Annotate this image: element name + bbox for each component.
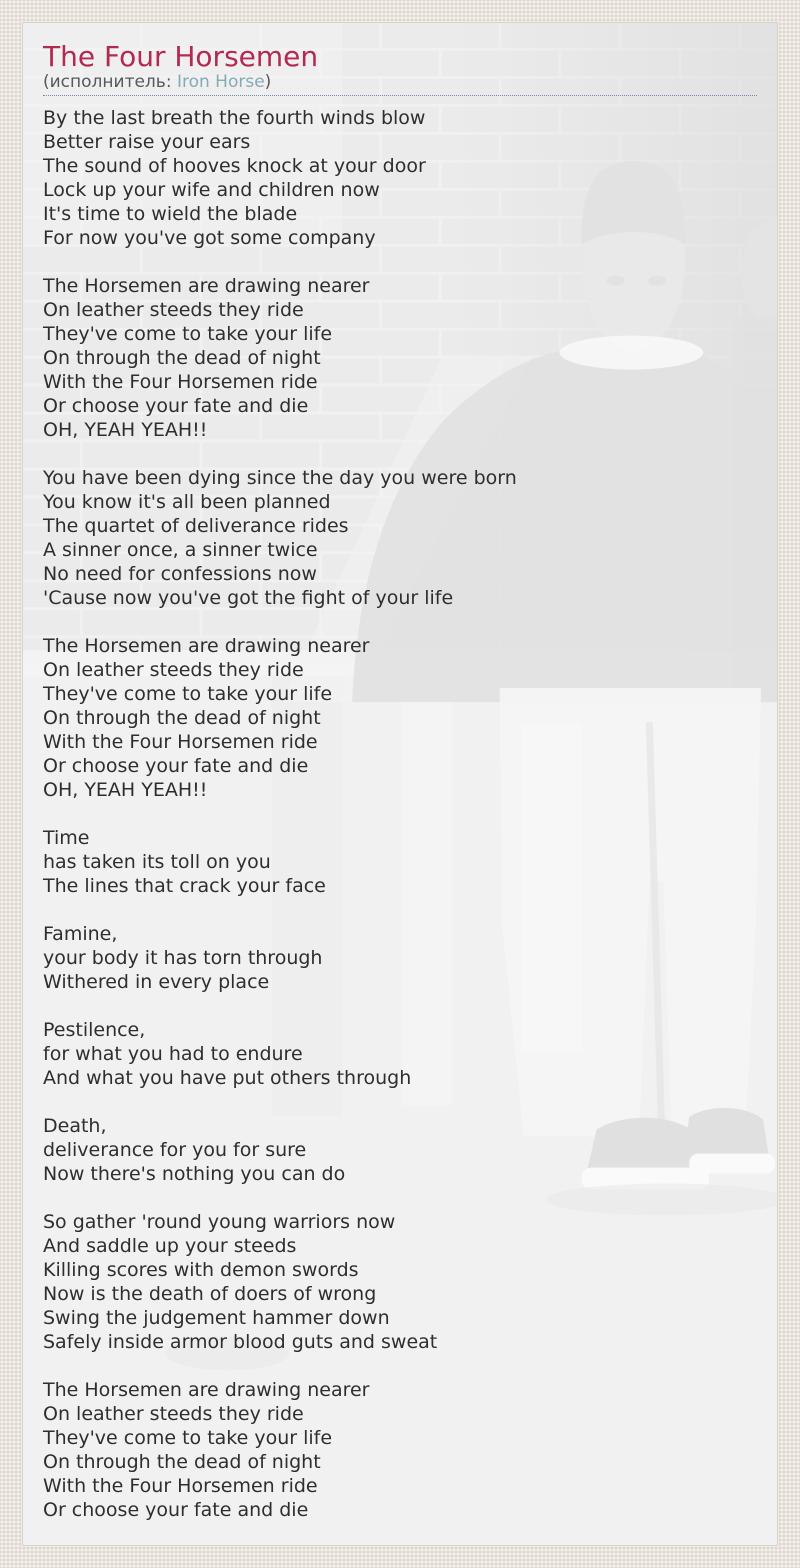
stanza bbox=[43, 1210, 757, 1354]
lyric-line: The quartet of deliverance rides bbox=[43, 515, 349, 537]
lyric-line: And saddle up your steeds bbox=[43, 1235, 297, 1257]
lyric-line: The lines that crack your face bbox=[43, 875, 326, 897]
artist-line bbox=[43, 72, 757, 92]
lyrics-text bbox=[43, 106, 757, 1522]
lyric-line: By the last breath the fourth winds blow bbox=[43, 107, 426, 129]
lyric-line: Death, bbox=[43, 1115, 107, 1137]
lyric-line: A sinner once, a sinner twice bbox=[43, 539, 318, 561]
lyric-line: On leather steeds they ride bbox=[43, 299, 304, 321]
page-title: The Four Horsemen bbox=[43, 40, 319, 73]
lyric-line: Withered in every place bbox=[43, 971, 270, 993]
lyric-line: Time bbox=[43, 827, 90, 849]
lyric-line: On leather steeds they ride bbox=[43, 659, 304, 681]
stanza bbox=[43, 106, 757, 250]
lyric-line: your body it has torn through bbox=[43, 947, 323, 969]
artist-label-prefix: (исполнитель: bbox=[43, 72, 177, 92]
lyric-line: Better raise your ears bbox=[43, 131, 251, 153]
lyric-line: The Horsemen are drawing nearer bbox=[43, 275, 370, 297]
lyric-line: With the Four Horsemen ride bbox=[43, 731, 318, 753]
lyric-line: On through the dead of night bbox=[43, 707, 321, 729]
stanza bbox=[43, 274, 757, 442]
lyric-line: Safely inside armor blood guts and sweat bbox=[43, 1331, 438, 1353]
lyric-line: Now is the death of doers of wrong bbox=[43, 1283, 377, 1305]
stanza bbox=[43, 1018, 757, 1090]
lyric-line: The sound of hooves knock at your door bbox=[43, 155, 426, 177]
lyric-line: deliverance for you for sure bbox=[43, 1139, 307, 1161]
lyric-line: The Horsemen are drawing nearer bbox=[43, 635, 370, 657]
lyric-line: They've come to take your life bbox=[43, 323, 333, 345]
lyric-line: Or choose your fate and die bbox=[43, 1499, 309, 1521]
lyric-line: Or choose your fate and die bbox=[43, 755, 309, 777]
lyric-line: With the Four Horsemen ride bbox=[43, 371, 318, 393]
stanza bbox=[43, 466, 757, 610]
stanza bbox=[43, 922, 757, 994]
lyric-line: OH, YEAH YEAH!! bbox=[43, 779, 208, 801]
lyric-line: And what you have put others through bbox=[43, 1067, 412, 1089]
lyric-line: They've come to take your life bbox=[43, 1427, 333, 1449]
lyric-line: Killing scores with demon swords bbox=[43, 1259, 359, 1281]
dotted-separator bbox=[43, 95, 757, 96]
lyrics-card bbox=[22, 22, 778, 1546]
lyric-line: Or choose your fate and die bbox=[43, 395, 309, 417]
lyric-line: It's time to wield the blade bbox=[43, 203, 298, 225]
lyric-line: Famine, bbox=[43, 923, 118, 945]
lyric-line: With the Four Horsemen ride bbox=[43, 1475, 318, 1497]
stanza bbox=[43, 1378, 757, 1522]
lyric-line: On through the dead of night bbox=[43, 1451, 321, 1473]
lyric-line: So gather 'round young warriors now bbox=[43, 1211, 396, 1233]
lyric-line: You know it's all been planned bbox=[43, 491, 331, 513]
lyric-line: On through the dead of night bbox=[43, 347, 321, 369]
lyric-line: Now there's nothing you can do bbox=[43, 1163, 346, 1185]
lyric-line: has taken its toll on you bbox=[43, 851, 271, 873]
artist-label-suffix: ) bbox=[264, 72, 272, 92]
lyric-line: No need for confessions now bbox=[43, 563, 317, 585]
lyric-line: The Horsemen are drawing nearer bbox=[43, 1379, 370, 1401]
lyric-line: Swing the judgement hammer down bbox=[43, 1307, 390, 1329]
lyric-line: For now you've got some company bbox=[43, 227, 376, 249]
lyrics-content bbox=[23, 23, 777, 1522]
lyric-line: You have been dying since the day you were born bbox=[43, 467, 517, 489]
lyric-line: for what you had to endure bbox=[43, 1043, 303, 1065]
lyric-line: They've come to take your life bbox=[43, 683, 333, 705]
lyric-line: Pestilence, bbox=[43, 1019, 146, 1041]
stanza bbox=[43, 1114, 757, 1186]
artist-link[interactable]: Iron Horse bbox=[176, 72, 265, 92]
lyric-line: 'Cause now you've got the fight of your life bbox=[43, 587, 454, 609]
stanza bbox=[43, 826, 757, 898]
lyric-line: OH, YEAH YEAH!! bbox=[43, 419, 208, 441]
lyric-line: Lock up your wife and children now bbox=[43, 179, 380, 201]
stanza bbox=[43, 634, 757, 802]
lyric-line: On leather steeds they ride bbox=[43, 1403, 304, 1425]
